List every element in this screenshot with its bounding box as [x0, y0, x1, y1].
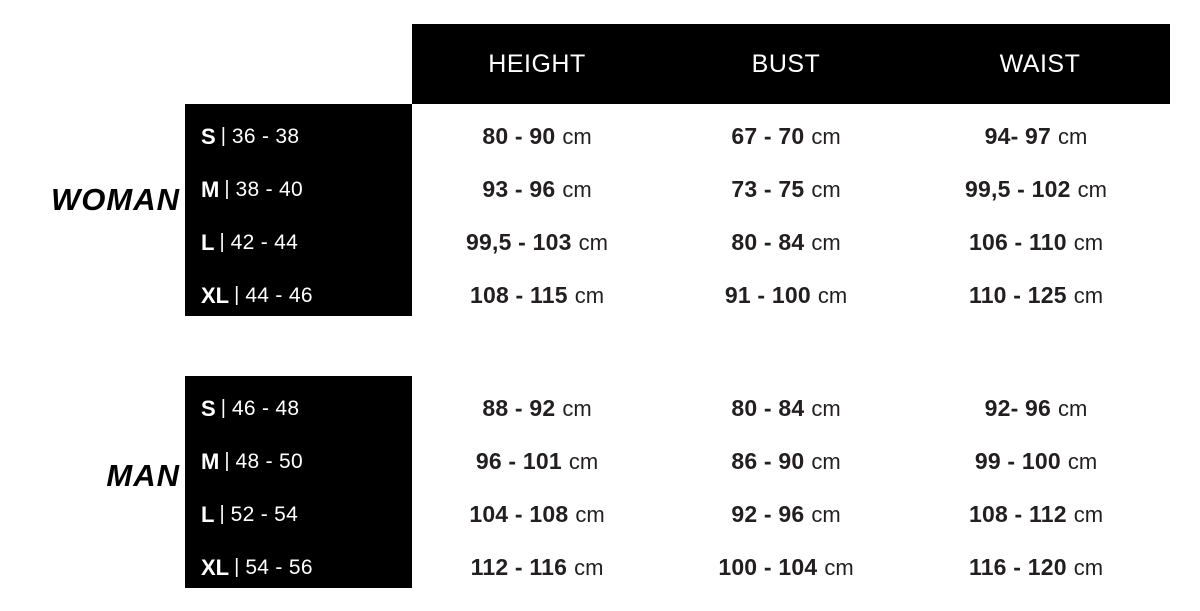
- measure-bust: [662, 163, 910, 216]
- measure-value: 104 - 108: [469, 501, 569, 527]
- measure-bust: [662, 216, 910, 269]
- table-row: [0, 269, 1200, 322]
- measure-value: 80 - 84: [731, 395, 805, 421]
- group-label-woman: WOMAN: [51, 182, 180, 217]
- measure-unit: cm: [811, 176, 841, 202]
- measure-unit: cm: [1077, 176, 1107, 202]
- table-row: [0, 110, 1200, 163]
- measure-unit: cm: [1067, 448, 1098, 474]
- measure-waist: [910, 110, 1162, 163]
- measure-waist: [910, 435, 1162, 488]
- table-row: [0, 541, 1200, 594]
- measure-value: 92 - 96: [731, 501, 805, 527]
- measure-waist: [910, 488, 1162, 541]
- measure-value: 94- 97: [984, 123, 1052, 149]
- measure-height: [412, 541, 662, 594]
- measure-unit: cm: [811, 229, 841, 255]
- size-separator: |: [219, 231, 225, 253]
- measure-value: 80 - 84: [731, 229, 805, 255]
- measure-waist: [910, 382, 1162, 435]
- measure-waist: [910, 163, 1162, 216]
- table-row: [0, 488, 1200, 541]
- column-header-bust: BUST: [751, 49, 821, 78]
- measure-value: 80 - 90: [482, 123, 556, 149]
- size-cell: [185, 163, 412, 216]
- column-header-height: HEIGHT: [488, 49, 586, 78]
- size-separator: |: [220, 397, 226, 419]
- measure-value: 88 - 92: [482, 395, 556, 421]
- size-separator: |: [224, 178, 230, 200]
- measure-bust: [662, 435, 910, 488]
- size-cell: [185, 435, 412, 488]
- size-range: 46 - 48: [231, 396, 300, 420]
- measure-value: 67 - 70: [731, 123, 805, 149]
- measure-unit: cm: [562, 176, 592, 202]
- measure-value: 108 - 112: [968, 501, 1067, 527]
- measure-unit: cm: [562, 395, 592, 421]
- measure-value: 99 - 100: [974, 448, 1061, 474]
- measure-value: 86 - 90: [731, 448, 805, 474]
- measure-waist: [910, 541, 1162, 594]
- measure-unit: cm: [811, 501, 841, 527]
- size-separator: |: [234, 284, 240, 306]
- size-cell: [185, 488, 412, 541]
- size-range: 44 - 46: [245, 283, 313, 307]
- measure-bust: [662, 110, 910, 163]
- size-code: L: [201, 229, 215, 255]
- size-range: 36 - 38: [231, 124, 300, 148]
- measure-unit: cm: [1073, 282, 1104, 308]
- measure-unit: cm: [1058, 395, 1088, 421]
- measure-value: 93 - 96: [482, 176, 556, 202]
- measure-unit: cm: [578, 229, 608, 255]
- measure-unit: cm: [824, 554, 854, 580]
- size-range: 52 - 54: [230, 502, 299, 526]
- measure-value: 91 - 100: [724, 282, 811, 308]
- measure-unit: cm: [1073, 501, 1104, 527]
- size-code: XL: [201, 282, 230, 308]
- size-separator: |: [220, 125, 226, 147]
- measure-value: 110 - 125: [968, 282, 1067, 308]
- measure-height: [412, 110, 662, 163]
- measure-bust: [662, 488, 910, 541]
- size-code: M: [201, 448, 220, 474]
- measure-bust: [662, 269, 910, 322]
- measure-value: 96 - 101: [475, 448, 562, 474]
- measure-waist: [910, 216, 1162, 269]
- table-row: [0, 163, 1200, 216]
- table-row: [0, 435, 1200, 488]
- size-separator: |: [234, 556, 240, 578]
- measure-bust: [662, 382, 910, 435]
- size-cell: [185, 541, 412, 594]
- group-label-man: MAN: [106, 458, 180, 493]
- measure-unit: cm: [811, 123, 841, 149]
- size-code: S: [201, 395, 216, 421]
- measure-value: 106 - 110: [968, 229, 1067, 255]
- measure-height: [412, 488, 662, 541]
- measure-height: [412, 216, 662, 269]
- size-range: 48 - 50: [235, 449, 304, 473]
- measure-height: [412, 435, 662, 488]
- table-row: [0, 382, 1200, 435]
- measure-unit: cm: [1058, 123, 1088, 149]
- measure-value: 92- 96: [984, 395, 1052, 421]
- size-separator: |: [219, 503, 225, 525]
- size-code: S: [201, 123, 216, 149]
- measure-value: 116 - 120: [968, 554, 1067, 580]
- size-range: 54 - 56: [245, 555, 313, 579]
- measure-unit: cm: [1073, 229, 1104, 255]
- size-cell: [185, 216, 412, 269]
- measure-value: 112 - 116: [470, 554, 568, 580]
- size-cell: [185, 110, 412, 163]
- measure-unit: cm: [574, 554, 604, 580]
- measure-unit: cm: [1073, 554, 1104, 580]
- measure-height: [412, 163, 662, 216]
- measure-waist: [910, 269, 1162, 322]
- measure-unit: cm: [817, 282, 848, 308]
- size-separator: |: [224, 450, 230, 472]
- measure-value: 99,5 - 103: [466, 229, 572, 255]
- size-cell: [185, 382, 412, 435]
- size-code: M: [201, 176, 220, 202]
- size-range: 38 - 40: [235, 177, 304, 201]
- measure-unit: cm: [811, 448, 841, 474]
- size-range: 42 - 44: [230, 230, 299, 254]
- column-header-waist: WAIST: [999, 49, 1081, 78]
- measure-unit: cm: [568, 448, 599, 474]
- measure-unit: cm: [811, 395, 841, 421]
- measure-unit: cm: [575, 501, 605, 527]
- size-cell: [185, 269, 412, 322]
- measure-bust: [662, 541, 910, 594]
- measure-unit: cm: [574, 282, 605, 308]
- size-code: XL: [201, 554, 230, 580]
- measure-value: 108 - 115: [469, 282, 568, 308]
- measure-value: 99,5 - 102: [965, 176, 1071, 202]
- measure-height: [412, 269, 662, 322]
- measure-unit: cm: [562, 123, 592, 149]
- measure-value: 73 - 75: [731, 176, 805, 202]
- measure-height: [412, 382, 662, 435]
- table-row: [0, 216, 1200, 269]
- measure-value: 100 - 104: [718, 554, 818, 580]
- size-code: L: [201, 501, 215, 527]
